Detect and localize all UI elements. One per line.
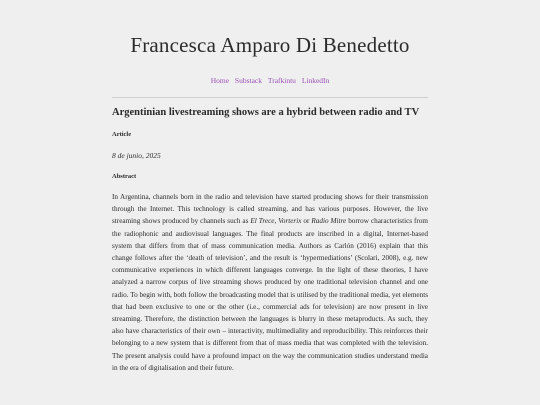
post-date: 8 de junio, 2025 [112,151,161,160]
header-divider [112,97,428,98]
abstract-text [112,191,428,374]
abstract-text-part: , [274,217,279,226]
nav-link-home[interactable]: Home [210,76,230,85]
abstract-heading: Abstract [112,173,137,180]
nav-link-trafkintu[interactable]: Trafkintu [267,76,296,85]
abstract-text-part: In Argentina, channels born in the radio and television have started producing shows for their transmission through the Internet. This technology is called streaming, and has various purposes. However, the live streaming shows produced by channels such as [112,193,428,226]
post-title: Argentinian livestreaming shows are a hybrid between radio and TV [112,107,420,118]
top-nav [0,76,540,85]
channel-name-radio-mitre: Radio Mitre [311,217,347,226]
nav-link-substack[interactable]: Substack [234,76,262,85]
channel-name-el-trece: El Trece [250,217,275,226]
channel-name-vorterix: Vorterix [278,217,302,226]
site-title: Francesca Amparo Di Benedetto [130,33,410,57]
abstract-text-part: or [301,217,312,226]
nav-link-linkedin[interactable]: LinkedIn [301,76,330,85]
post-type-label: Article [112,131,132,138]
abstract-text-part: borrow characteristics from the radiophonic and audiovisual languages. The final products are inscribed in a digital, Internet-based system that differs from that of mass communication media. Authors as Carlón (2016) explain that this change follows after the ‘death of television’, and the result is ‘hypermediations’ (Scolari, 2008), e.g. new communicative experiences in which different languages converge. In the light of these theories, I have analyzed a narrow corpus of live streaming shows produced by one traditional television channel and one radio. To begin with, both follow the broadcasting model that is utilised by the traditional media, yet elements that had been exclusive to one or the other (i.e., commercial ads for television) are now present in live streaming. Therefore, the distinction between the languages is blurry in these metaproducts. As such, they also have characteristics of their own – interactivity, multimediality and reproducibility. This reinforces their belonging to a new system that is different from that of mass media that was completed with the television. The present analysis could have a profound impact on the way the communication studies understand media in the era of digitalisation and their future. [112,217,429,372]
